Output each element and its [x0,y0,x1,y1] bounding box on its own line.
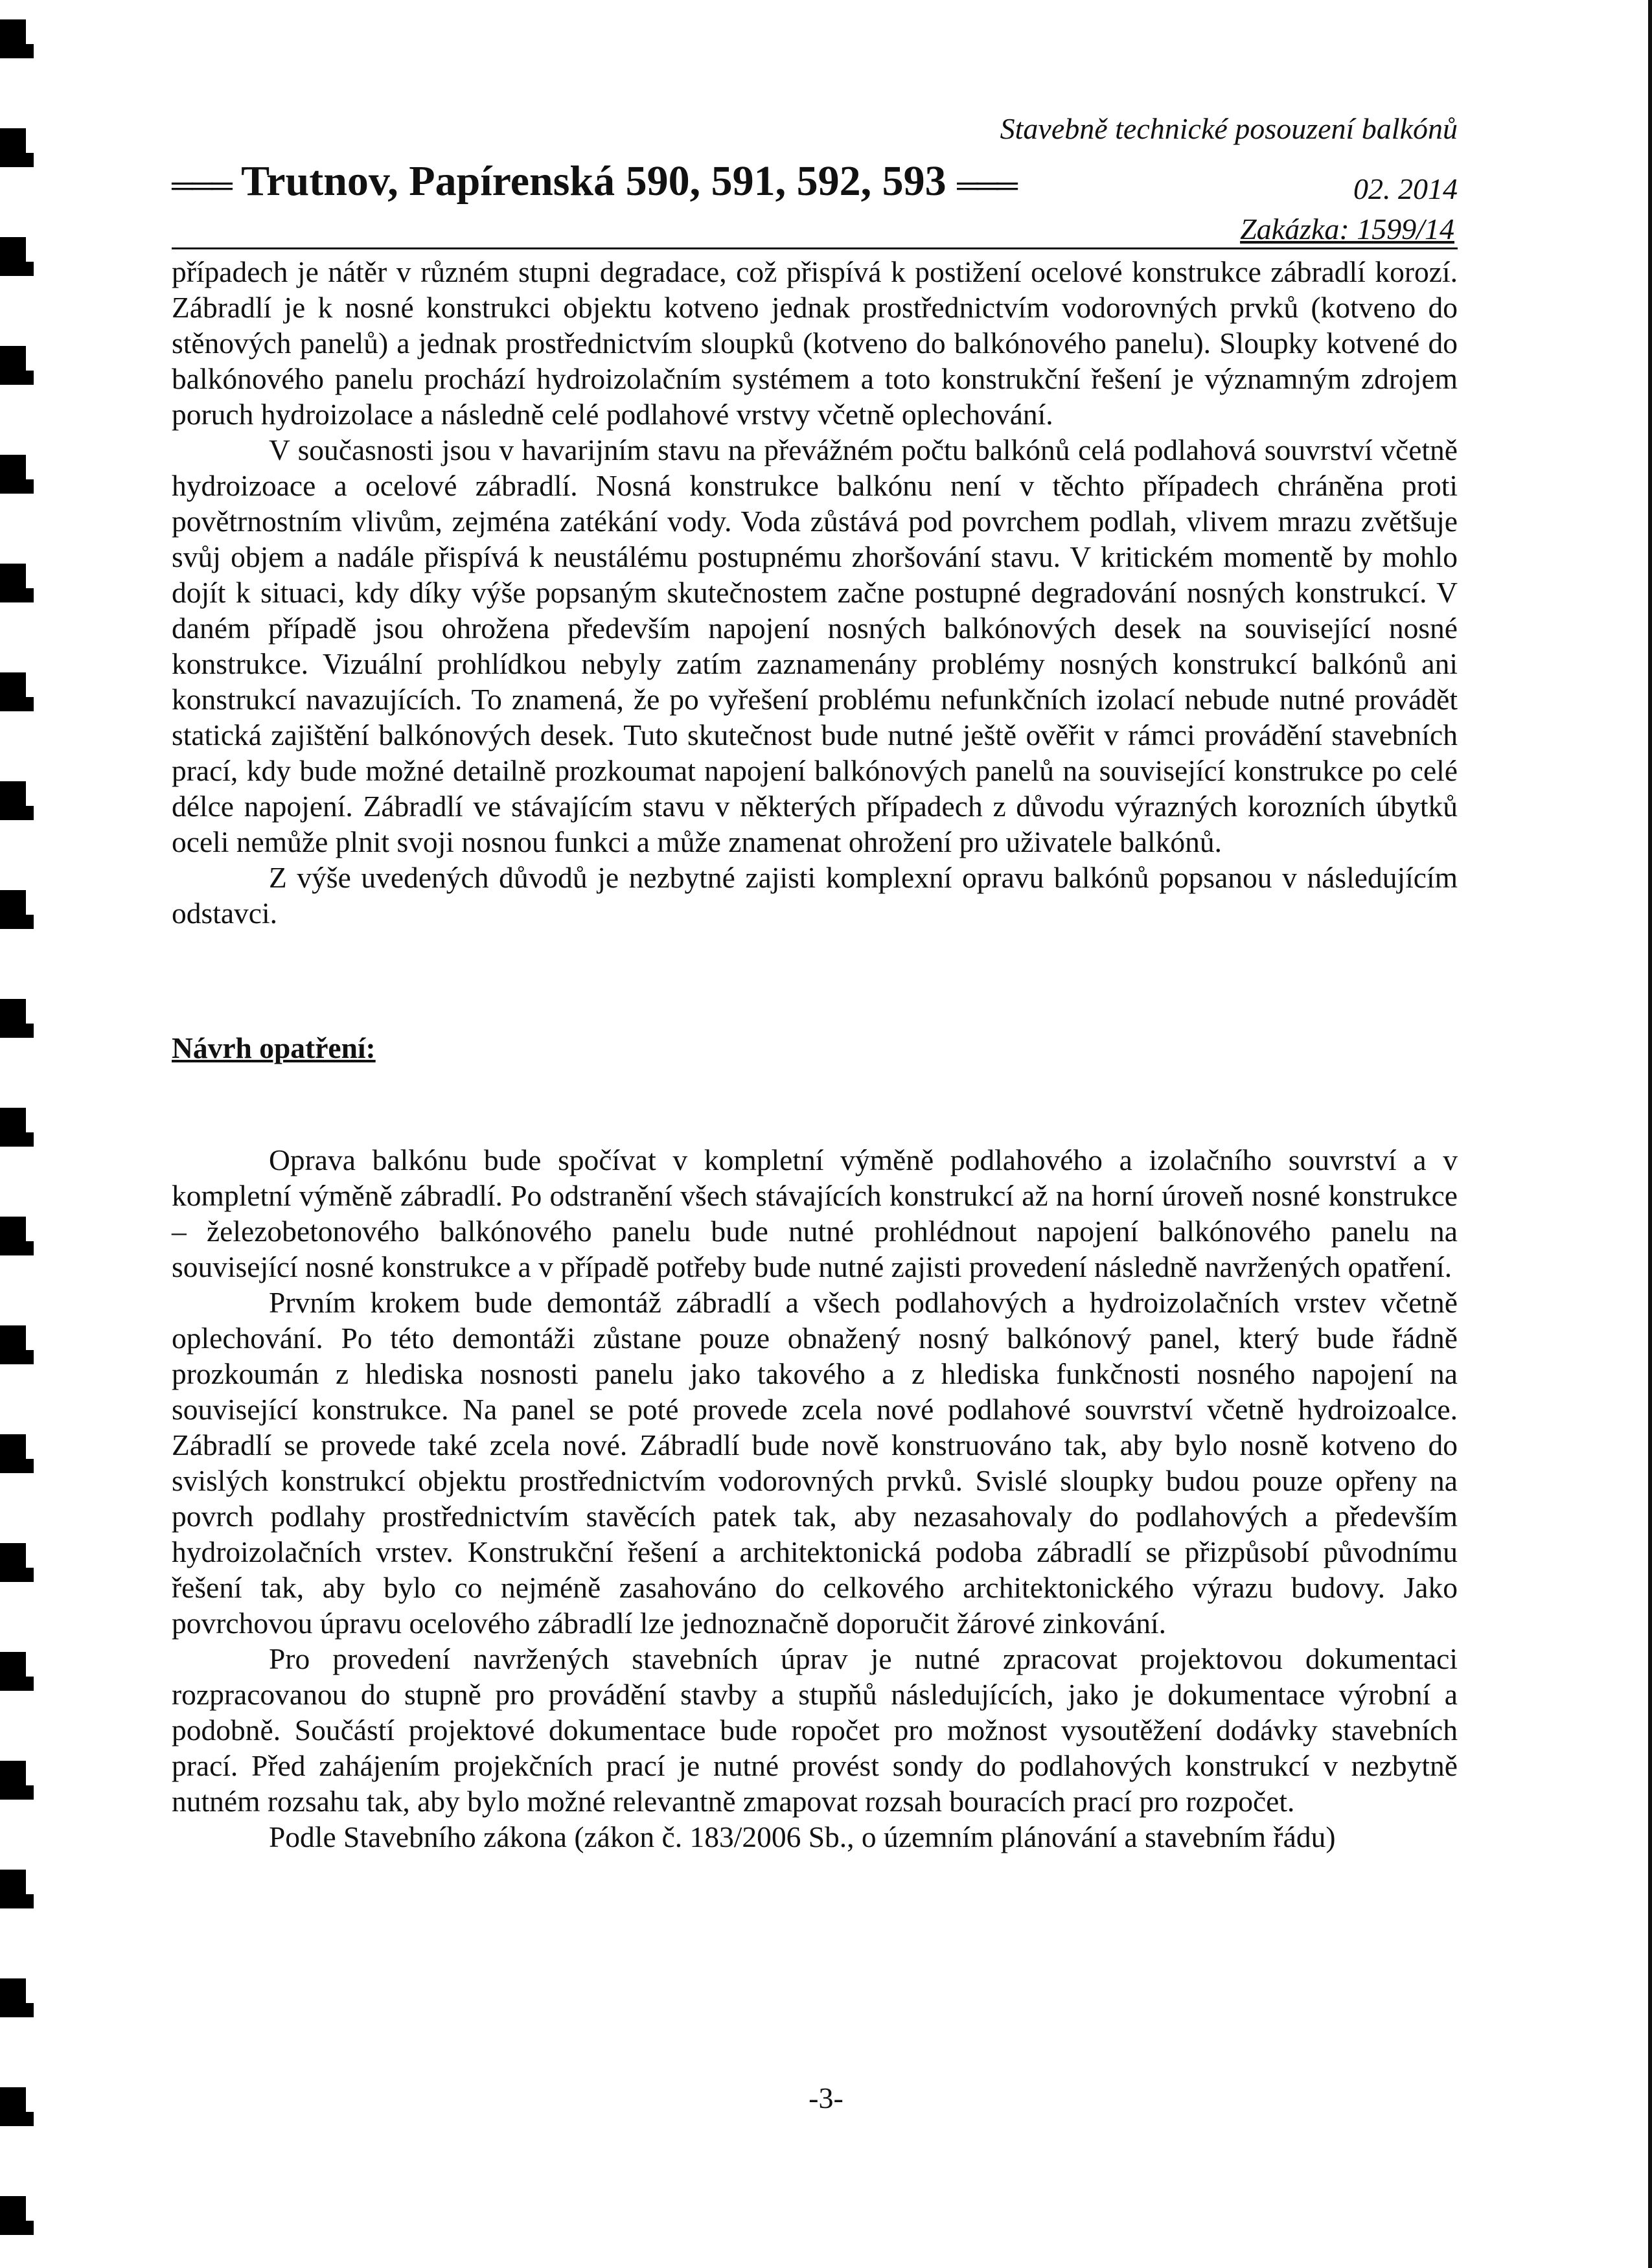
header-dash-right: ═══ [957,168,1016,202]
paragraph: Podle Stavebního zákona (zákon č. 183/2006 Sb., o územním plánování a stavebním řádu) [269,1820,1336,1853]
binding-mark [0,128,26,167]
binding-mark [0,1543,26,1582]
binding-mark [0,1108,26,1147]
binding-mark [0,1325,26,1364]
binding-mark [0,455,26,494]
binding-mark [0,890,26,929]
binding-mark [0,781,26,820]
binding-mark [0,672,26,711]
header-subtitle: Stavebně technické posouzení balkónů [1000,112,1458,145]
header-title-line [172,157,1016,206]
paragraph: Pro provedení navržených stavebních úprav je nutné zpracovat projektovou dokumentaci rozpracovanou do stupně pro provádění stavby a stupňů následujících, jako je dokumentace výrobní a podobně. Součástí projektové dokumentace bude ropočet pro možnost vysoutěžení dodávky stavebních prací. Před zahájením projekčních prací je nutné provést sondy do podlahových konstrukcí v nezbytně nutném rozsahu tak, aby bylo možné relevantně zmapovat rozsah bouracích prací pro rozpočet. [172,1642,1458,1818]
header-divider [172,247,1458,249]
binding-mark [0,19,26,58]
header-title: Trutnov, Papírenská 590, 591, 592, 593 [241,157,946,205]
binding-mark [0,1978,26,2017]
header-date: 02. 2014 [1353,172,1458,205]
binding-mark [0,346,26,385]
header-dash-left: ═══ [172,168,231,202]
binding-mark [0,564,26,602]
binding-mark [0,1652,26,1691]
page-edge [1648,0,1652,2268]
binding-mark [0,1434,26,1473]
header-job-number: Zakázka: 1599/14 [1240,212,1454,246]
binding-mark [0,1870,26,1908]
binding-mark [0,237,26,276]
paragraph: Oprava balkónu bude spočívat v kompletní výměně podlahového a izolačního souvrství a v kompletní výměně zábradlí. Po odstranění všech stávajících konstrukcí až na horní úroveň nosné konstrukce – železobetonového balkónového panelu bude nutné prohlédnout napojení balkónového panelu na související nosné konstrukce a v případě potřeby bude nutné zajisti provedení následně navržených opatření. [172,1143,1458,1283]
binding-edge [0,0,39,2268]
paragraph: Prvním krokem bude demontáž zábradlí a všech podlahových a hydroizolačních vrstev včetně oplechování. Po této demontáži zůstane pouze obnažený nosný balkónový panel, který bude řádně prozkoumán z hlediska nosnosti panelu jako takového a z hlediska funkčnosti nosného napojení na související konstrukce. Na panel se poté provede zcela nové podlahové souvrství včetně hydroizoalce. Zábradlí se provede také zcela nové. Zábradlí bude nově konstruováno tak, aby bylo nosně kotveno do svislých konstrukcí objektu prostřednictvím vodorovných prvků. Svislé sloupky budou pouze opřeny na povrch podlahy prostřednictvím stavěcích patek tak, aby nezasahovaly do podlahových a především hydroizolačních vrstev. Konstrukční řešení a architektonická podoba zábradlí se přizpůsobí původnímu řešení tak, aby bylo co nejméně zasahováno do celkového architektonického výrazu budovy. Jako povrchovou úpravu ocelového zábradlí lze jednoznačně doporučit žárové zinkování. [172,1286,1458,1640]
paragraph: V současnosti jsou v havarijním stavu na převážném počtu balkónů celá podlahová souvrství včetně hydroizoace a ocelové zábradlí. Nosná konstrukce balkónu není v těchto případech chráněna proti povětrnostním vlivům, zejména zatékání vody. Voda zůstává pod povrchem podlah, vlivem mrazu zvětšuje svůj objem a nadále přispívá k neustálému postupnému zhoršování stavu. V kritickém momentě by mohlo dojít k situaci, kdy díky výše popsaným skutečnostem začne postupné degradování nosných konstrukcí. V daném případě jsou ohrožena především napojení nosných balkónových desek na související nosné konstrukce. Vizuální prohlídkou nebyly zatím zaznamenány problémy nosných konstrukcí balkónů ani konstrukcí navazujících. To znamená, že po vyřešení problému nefunkčních izolací nebude nutné provádět statická zajištění balkónových desek. Tuto skutečnost bude nutné ještě ověřit v rámci provádění stavebních prací, kdy bude možné detailně prozkoumat napojení balkónových panelů na související konstrukce po celé délce napojení. Zábradlí ve stávajícím stavu v některých případech z důvodu výrazných korozních úbytků oceli nemůže plnit svoji nosnou funkci a může znamenat ohrožení pro uživatele balkónů. [172,433,1458,858]
page-number: -3- [809,2081,843,2114]
binding-mark [0,999,26,1038]
document-body [172,254,1458,1855]
paragraph: případech je nátěr v různém stupni degradace, což přispívá k postižení ocelové konstrukce zábradlí korozí. Zábradlí je k nosné konstrukci objektu kotveno jednak prostřednictvím vodorovných prvků (kotveno do stěnových panelů) a jednak prostřednictvím sloupků (kotveno do balkónového panelu). Sloupky kotvené do balkónového panelu prochází hydroizolačním systémem a toto konstrukční řešení je významným zdrojem poruch hydroizolace a následně celé podlahové vrstvy včetně oplechování. [172,255,1458,431]
binding-mark [0,1217,26,1255]
paragraph: Z výše uvedených důvodů je nezbytné zajisti komplexní opravu balkónů popsanou v následujícím odstavci. [172,861,1458,930]
binding-mark [0,1761,26,1800]
section-heading: Návrh opatření: [172,1031,376,1064]
binding-mark [0,2196,26,2235]
